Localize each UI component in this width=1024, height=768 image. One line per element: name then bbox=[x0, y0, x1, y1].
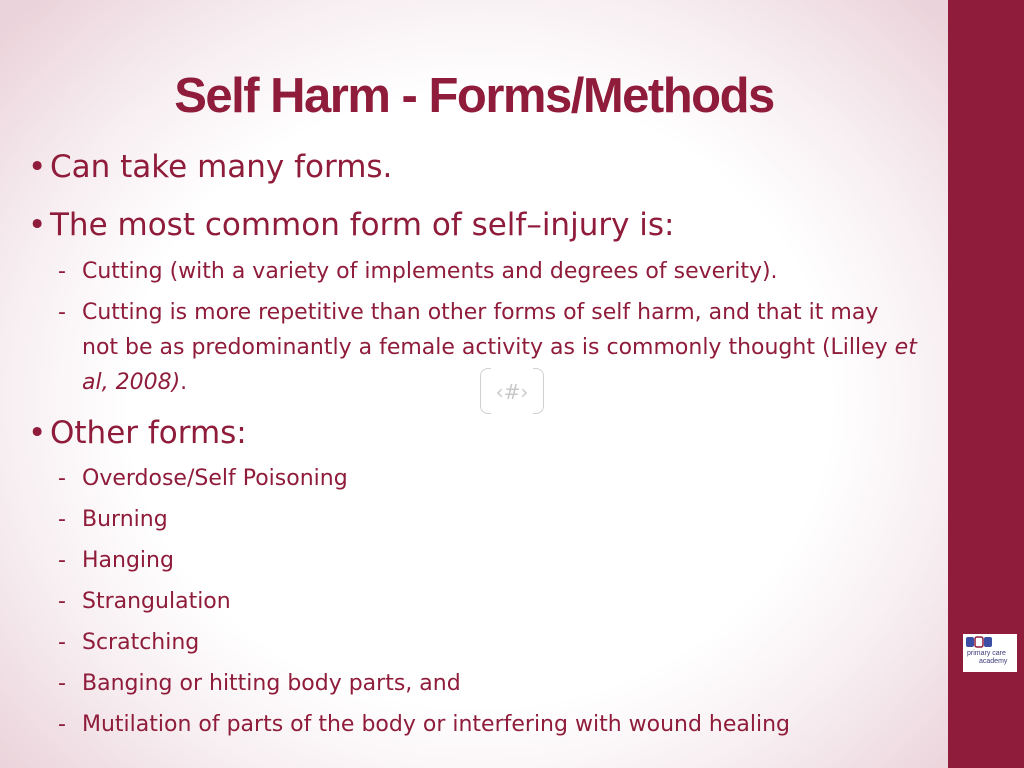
sub-item-text: Cutting (with a variety of implements and degrees of severity). bbox=[82, 259, 778, 284]
dash-marker: - bbox=[58, 548, 66, 573]
citation-tail: . bbox=[180, 370, 188, 395]
sub-item-text: Hanging bbox=[82, 548, 174, 573]
bullet-text: Can take many forms. bbox=[50, 149, 393, 185]
sub-item-text: Strangulation bbox=[82, 589, 231, 614]
logo-line-1: primary care bbox=[967, 650, 1006, 657]
dash-marker: - bbox=[58, 466, 66, 491]
primary-care-academy-logo bbox=[963, 634, 1017, 672]
bullet-dot: • bbox=[28, 149, 47, 185]
sub-item-other-form bbox=[58, 461, 918, 496]
dash-marker: - bbox=[58, 712, 66, 737]
bullet-dot: • bbox=[28, 207, 47, 243]
bullet-text: The most common form of self–injury is: bbox=[50, 207, 675, 243]
bullet-dot: • bbox=[28, 415, 47, 451]
right-brace-icon bbox=[533, 368, 544, 414]
sub-item-text: Overdose/Self Poisoning bbox=[82, 466, 348, 491]
sub-item-other-form bbox=[58, 502, 918, 537]
citation-italic: et al, 2008) bbox=[82, 335, 917, 395]
sub-item-other-form bbox=[58, 666, 918, 701]
sub-item-other-form bbox=[58, 625, 918, 660]
sub-item-text: Burning bbox=[82, 507, 168, 532]
logo-mark-icon bbox=[966, 636, 992, 648]
dash-marker: - bbox=[58, 630, 66, 655]
sub-item-other-form bbox=[58, 584, 918, 619]
sub-item-other-form bbox=[58, 707, 918, 742]
bullet-other-forms bbox=[28, 414, 247, 452]
sub-item-text: Scratching bbox=[82, 630, 200, 655]
sub-item-text: Mutilation of parts of the body or interfering with wound healing bbox=[82, 712, 791, 737]
placeholder-text: ‹#› bbox=[495, 380, 529, 404]
slide-title: Self Harm - Forms/Methods bbox=[174, 69, 774, 123]
dash-marker: - bbox=[58, 507, 66, 532]
bullet-most-common-form bbox=[28, 206, 675, 244]
bullet-can-take-many-forms bbox=[28, 148, 392, 186]
slide-number-placeholder bbox=[480, 368, 544, 416]
dash-marker: - bbox=[58, 300, 66, 325]
logo-line-2: academy bbox=[979, 658, 1008, 665]
sub-item-text: Banging or hitting body parts, and bbox=[82, 671, 461, 696]
sub-item-other-form bbox=[58, 543, 918, 578]
dash-marker: - bbox=[58, 589, 66, 614]
citation-lead-text: Cutting is more repetitive than other forms of self harm, and that it may not be as predominantly a female activity as is commonly thought (Lilley bbox=[82, 300, 895, 360]
bullet-text: Other forms: bbox=[50, 415, 247, 451]
dash-marker: - bbox=[58, 671, 66, 696]
sub-item-cutting bbox=[58, 254, 918, 289]
dash-marker: - bbox=[58, 259, 66, 284]
left-brace-icon bbox=[480, 368, 491, 414]
